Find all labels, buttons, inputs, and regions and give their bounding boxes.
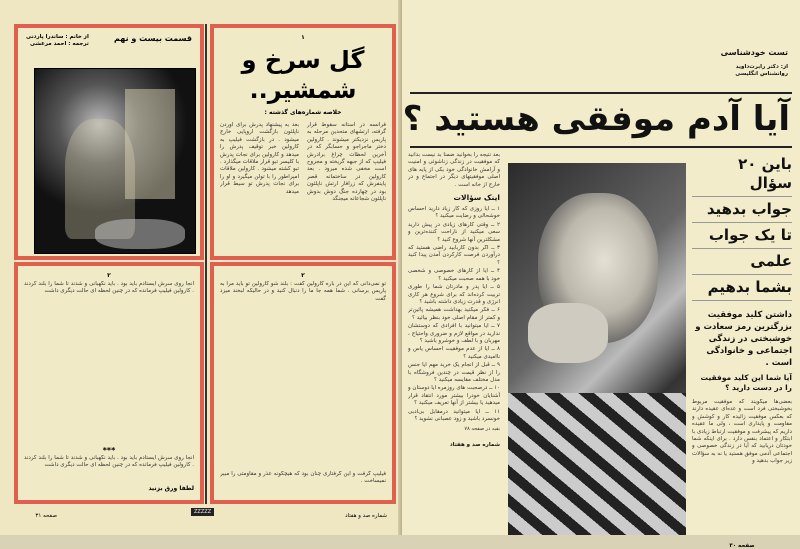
deck-line: تا یک جواب (692, 223, 792, 249)
story-text-2: آنجا روی سرش ایستادم باید بود . باید نگهبانی و شدند تا شما را بلند کردند . کارولین فیلیپ فرمانده که در چنین لحظه ای حالت دیگری داشت (24, 455, 194, 469)
questions-column (408, 152, 500, 522)
turn-page-note: لطفا ورق بزنید (148, 485, 194, 492)
key-text: داشتن کلید موفقیت بزرگترین رمز سعادت و خوشبختی در زندگی اجتماعی و خانوادگی است . (695, 310, 792, 368)
left-page (0, 0, 402, 535)
story-column-1: فرانسه در آستانه سقوط قرار گرفته، ارتشهای متحدین مرحله به پاریس نزدیکتر میشوند . کارولین دختر ماجراجو و حسابگر که در آخرین لحظات چراغ برادرش فیلیپ که از جبهه گریخته و مجروح است مخفی شده میرود . بعد کارولین در ساختمانه قصر پاینفرش که زرافار ارتش ناپلئون بود در چهارده جنگ دوش بدوش ناپلئون شجاعانه میجنگد (307, 122, 386, 203)
question-item: ۲ ــ وقتی کارهای زیادی در پیش دارید سعی میکنید از ناراحت کننده‌ترین و مشکلترین آنها شروع کنید ؟ (408, 221, 500, 243)
question-item: ۸ ــ آیا از عدم موفقیت احساس یاس و ناامیدی میکنید ؟ (408, 346, 500, 360)
issue-number: شماره صد و هفتاد (449, 441, 500, 448)
questions-title: اینک سؤالات (453, 193, 500, 203)
story-column-2: بعد به پیشنهاد پدرش برای آوردن ناپلئون بازگشت اروپایی خارج میشود . در بازگشت فیلیپ به کارولین خبر توقیف پدرش را میدهد و کارولین برای نجات پدرش با کلیسر تبو قرار ملاقات میگذارد . تبو کشته میشود . کارولین ملاقات امپراطور را با تولن میگیرد و او را برای نجات پدرش تو سیط قرار میدهد (220, 122, 299, 195)
serial-part: قسمت بیست و نهم (114, 34, 192, 43)
deck-lines (692, 152, 792, 301)
deck-line: بشما بدهیم (692, 275, 792, 301)
story-end-text: فیلیپ گرفت و این گرفتاری چنان بود که هیچگونه عذر و مقاومتی را مبیر نمیساخت . (220, 471, 386, 485)
question-item: ۱ ــ آیا روزی که کار زیاد دارید احساس خوشحالی و رضایت میکنید ؟ (408, 206, 500, 220)
story-number: ۱ (301, 34, 305, 41)
serial-box (14, 24, 204, 260)
body-text: بعضی‌ها میگویند که موفقیت مربوط بخوشبختی فرد است و عده‌ای عقیده دارند که بعکس موفقیت زائیده کار و کوشش و مقاومت و پایداری است ، ولی ما عقیده داریم که پیشرفت و موفقیت ارتباط زیادی با ابتکار و اعتماد بنفس دارد . برای اینکه شما خودتان دریابید که آیا در زندگی خصوصی و اجتماعی آدمی موفق هستید یا نه به سؤالات زیر جواب بدهید و (692, 399, 792, 465)
section-number: ۲ (301, 272, 305, 279)
question-item: ۱۰ ــ درصحبت های روزمره آیا دوستان و آشنایان خودرا بیشتر مورد انتقاد قرار میدهید یا بیشتر از آنها تعریف میکنید ؟ (408, 385, 500, 407)
photo-thoughtful-woman (508, 163, 686, 535)
continued-note: بقیه در صفحه ۷۸ (464, 426, 500, 433)
question-item: ۱۱ ــ آیا میتوانید درمقابل بی‌ادبی خونسرد باشید و زود عصبانی نشوید ؟ (408, 408, 500, 422)
story-continuation-box-right (210, 262, 396, 504)
question-item: ۷ ــ آیا میتوانید با افرادی که دوستشان ندارید در مواقع لازم و ضروری واحتیاج ، مهربان و با لطف و خوشرو باشید ؟ (408, 323, 500, 344)
right-page (402, 0, 800, 549)
serial-credits (26, 34, 89, 48)
kicker: تست خودشناسی (720, 48, 788, 57)
questions-list (408, 206, 500, 423)
deck-line: جواب بدهید (692, 197, 792, 223)
intro-text: بعد نتیجه را بخوانید ضمنا بد نیست بدانید که موفقیت در زندگی زناشوئی و امنیت و آرامش خانوادگی خود یکی از پایه های اصلی موفقیتهای دیگر در اجتماع و در خارج از خانه است . (408, 152, 500, 188)
section-number: ۲ (107, 272, 111, 279)
author: از: دکتر رابرت‌داوید (735, 64, 788, 70)
page-number: صفحه ۳۰ (729, 543, 755, 549)
section-stars: *** (102, 446, 116, 455)
key-question: آیا شما این کلید موفقیت را در دست دارید ؟ (700, 373, 792, 392)
question-item: ۹ ــ قبل از انجام یک خرید مهم آیا جنس را از نظر قیمت در چندین فروشگاه با مدل مختلف مقایسه میکنید ؟ (408, 362, 500, 383)
story-text: آنجا روی سرش ایستادم باید بود . باید نگهبانی و شدند تا شما را بلند کردند . کارولین فیلیپ فرمانده که در چنین لحظه ای حالت دیگری داشت (24, 281, 194, 295)
issue-number: شماره صد و هفتاد (345, 513, 387, 519)
question-item: ۶ ــ فکر میکنید بهداشت همیشه پائین‌تر و کمتر از مقام اصلی خود بنظر بیائید ؟ (408, 307, 500, 321)
story-continuation-box-left (14, 262, 204, 504)
question-item: ۳ ــ اگر بدون کاربابید راضی هستید که درآوردن فرصت کارکردن آمدن پیدا کنید ؟ (408, 245, 500, 266)
byline (735, 64, 788, 78)
headline: آیا آدم موفقی هستید ؟ (402, 99, 790, 139)
story-box (210, 24, 396, 260)
magazine-logo: ZZZZZ (191, 508, 214, 516)
deck-line: علمی (692, 249, 792, 275)
author-title: روانشناس انگلیسی (735, 71, 788, 77)
question-item: ۴ ــ آیا از کارهای خصوصی و شخصی خود با همه صحبت میکنید ؟ (408, 268, 500, 282)
page-number: صفحه ۳۱ (35, 513, 57, 519)
column-divider (205, 24, 207, 504)
question-item: ۵ ــ آیا پدر و مادرتان شما را طوری تربیت کرده‌اند که برای شروع هر کاری انرژی و قدرت زیادی داشته باشید ؟ (408, 284, 500, 305)
translator: ترجمه : احمد مرعشی (29, 41, 89, 47)
story-text: تو نمی‌دانی که این در باره کارولین گفت : بلند شو کارولین تو باید مرا به پاریس برسانی . شما همه جا ما را دنبال کنید و در حالیکه لبخند میزد گفت (220, 281, 386, 302)
story-title: گل سرخ و شمشیر.. (241, 46, 365, 104)
headline-rule (410, 146, 792, 148)
sidebar-column (692, 152, 792, 549)
deck-line: باین ۲۰ سؤال (692, 152, 792, 197)
story-subtitle: خلاصه شماره‌های گذشته : (264, 109, 342, 116)
top-rule (410, 92, 792, 94)
illustration-woman-at-window (34, 68, 196, 254)
author: از خانم : ساندرا پاردنی (26, 34, 89, 40)
